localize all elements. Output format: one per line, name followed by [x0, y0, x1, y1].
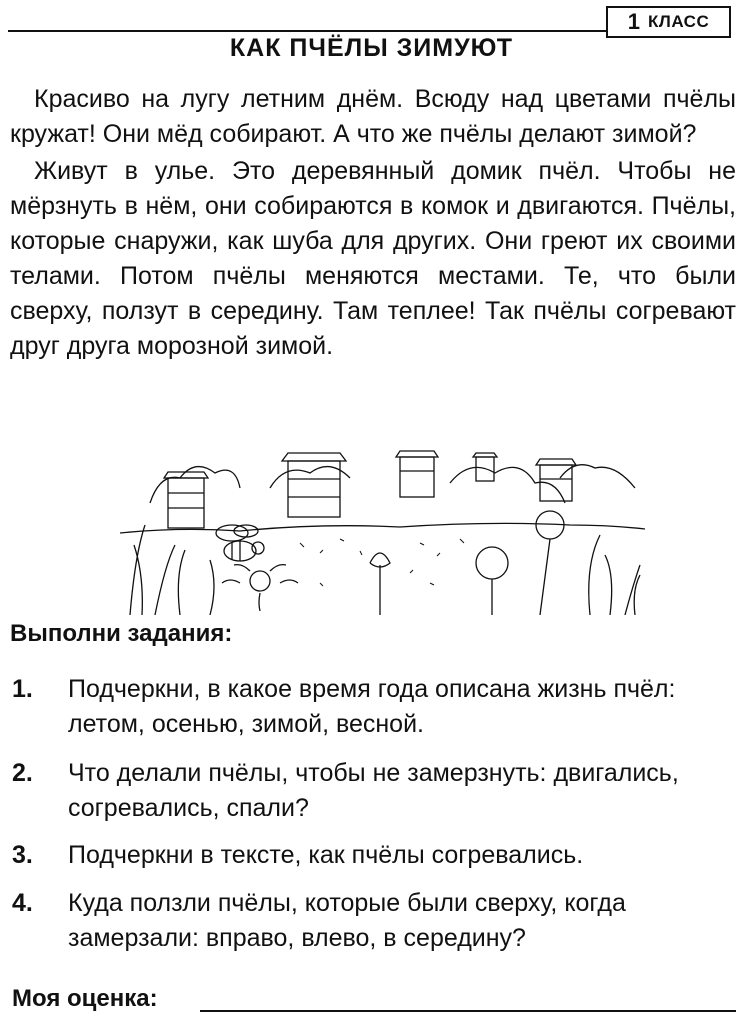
story-paragraph-2: Живут в улье. Это деревянный домик пчёл. Чтобы не мёрзнуть в нём, они собираются в комок и двигаются. Пчёлы, которые снаружи, как шуба для других. Они греют их своими телами. Потом пчёлы меняются местами. Те, что были сверху, ползут в середину. Там теплее! Так пчёлы согревают друг друга морозной зимой. [10, 157, 736, 360]
story-text [10, 82, 736, 364]
grade-number: 1 [627, 9, 641, 34]
apiary-meadow-illustration [120, 443, 645, 615]
umbel-flower-1 [476, 547, 508, 615]
header-rule [8, 30, 606, 32]
daisy-icon [222, 565, 298, 611]
task-text: Что делали пчёлы, чтобы не замерзнуть: двигались, согревались, спали? [68, 759, 679, 822]
grade-answer-line[interactable] [200, 1010, 736, 1012]
task-4 [10, 886, 736, 956]
beehive-4 [473, 453, 497, 481]
task-number: 4. [12, 889, 33, 917]
page-title: КАК ПЧЁЛЫ ЗИМУЮТ [229, 34, 514, 62]
task-number: 2. [12, 759, 33, 787]
task-number: 1. [12, 675, 33, 703]
task-2 [10, 756, 736, 826]
grade-word: КЛАСС [648, 12, 710, 31]
umbel-flower-2 [536, 511, 564, 615]
task-text: Подчеркни, в какое время года описана жизнь пчёл: летом, осенью, зимой, весной. [68, 675, 676, 738]
task-number: 3. [12, 841, 33, 869]
story-paragraph-1: Красиво на лугу летним днём. Всюду над цветами пчёлы кружат! Они мёд собирают. А что же пчёлы делают зимой? [10, 85, 736, 148]
beehive-5 [536, 459, 576, 501]
task-3 [10, 838, 736, 873]
beehive-3 [396, 451, 438, 497]
grade-label: Моя оценка: [12, 985, 158, 1012]
task-text: Подчеркни в тексте, как пчёлы согревались. [68, 841, 584, 869]
beehive-1 [164, 472, 208, 528]
task-text: Куда ползли пчёлы, которые были сверху, когда замерзали: вправо, влево, в середину? [68, 889, 626, 952]
task-1 [10, 672, 736, 742]
tasks-heading: Выполни задания: [10, 620, 233, 647]
beehive-2 [282, 453, 346, 517]
